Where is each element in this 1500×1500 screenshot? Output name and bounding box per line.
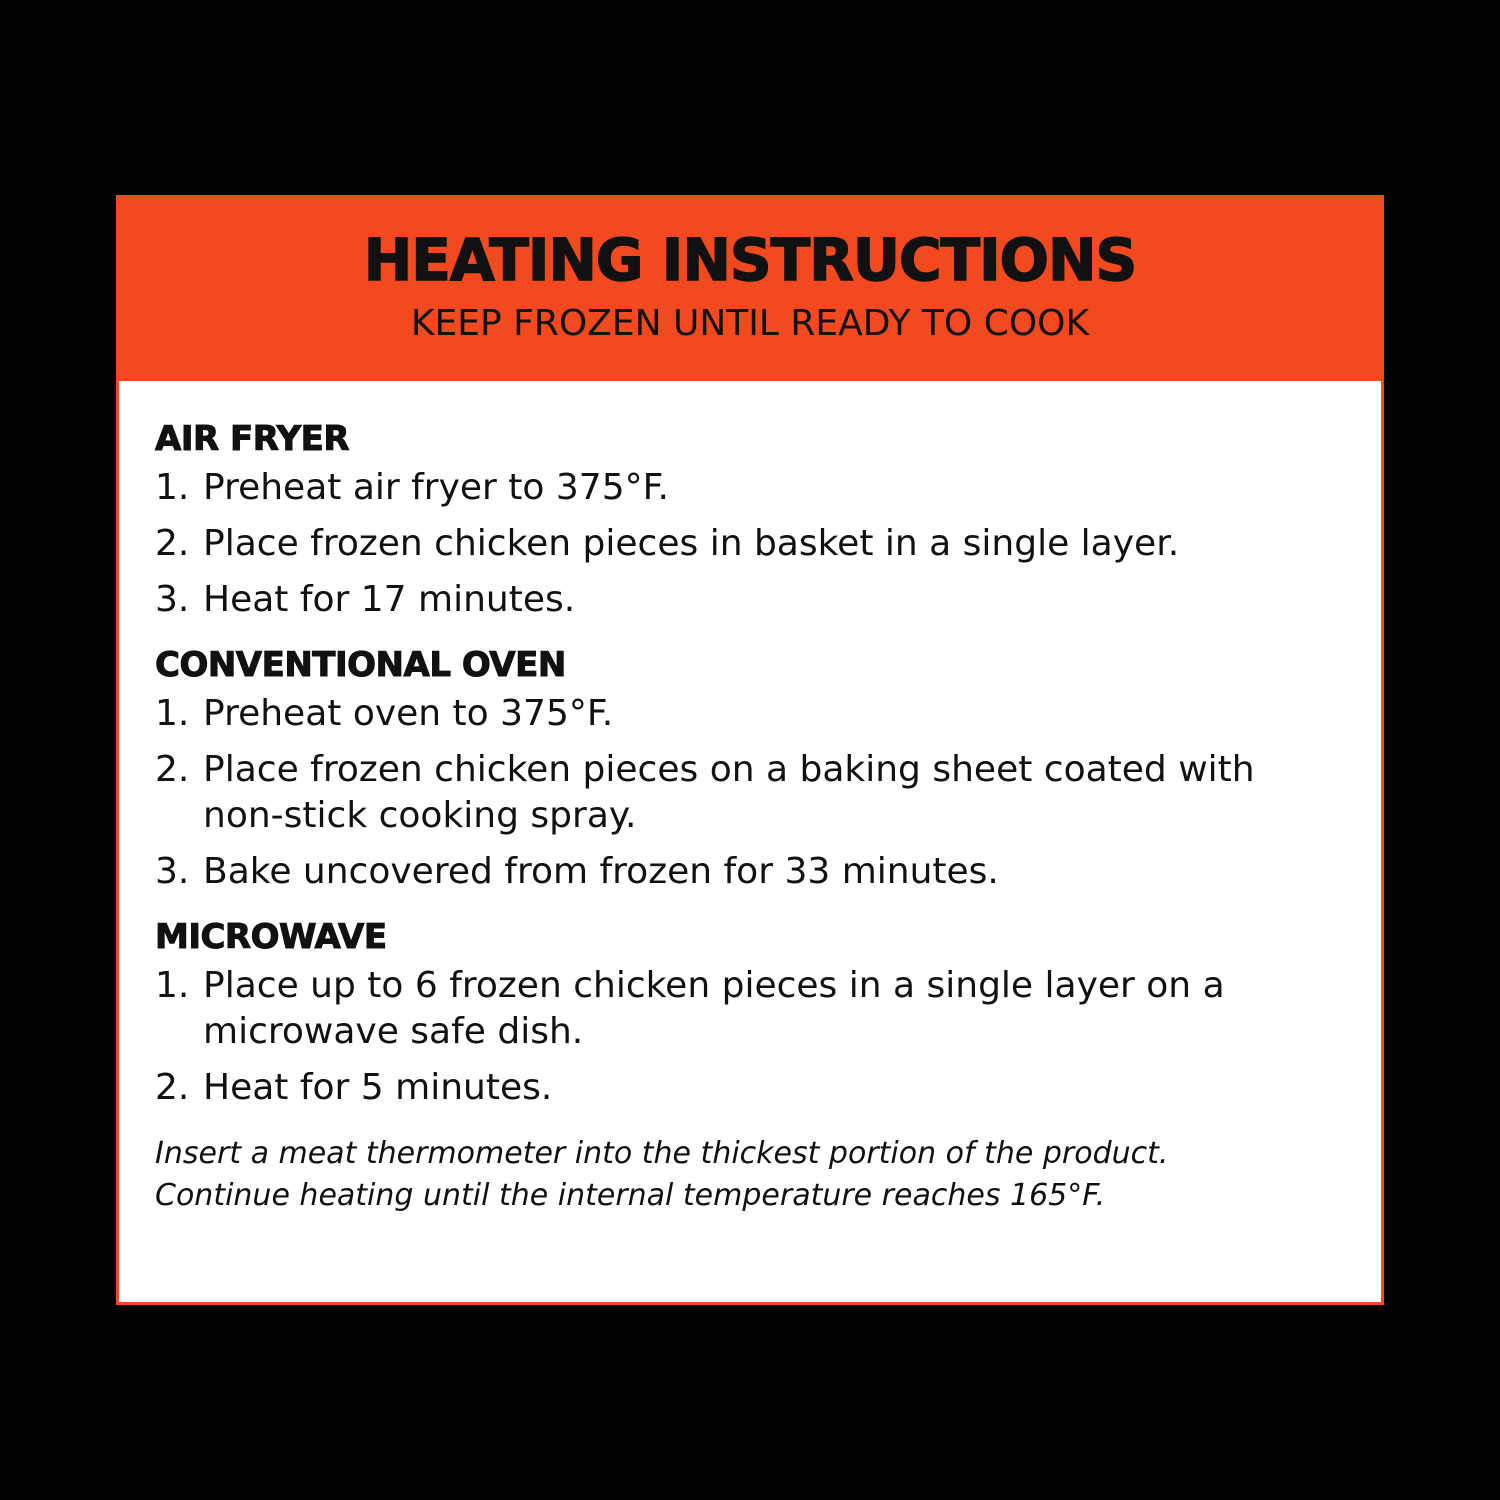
section-air-fryer (155, 419, 1381, 623)
heating-instructions-card (116, 195, 1384, 1305)
instructions-body (119, 381, 1381, 1217)
step-number: 1. (155, 467, 190, 508)
step-text: Place frozen chicken pieces on a baking sheet coated with non-stick cooking spray. (203, 749, 1255, 836)
step-text: Heat for 17 minutes. (203, 579, 576, 620)
step-number: 3. (155, 579, 190, 620)
step-number: 1. (155, 965, 190, 1006)
section-conventional-oven (155, 645, 1381, 895)
page-title: HEATING INSTRUCTIONS (363, 226, 1137, 294)
step (155, 849, 1381, 895)
step-number: 3. (155, 851, 190, 892)
step (155, 1065, 1381, 1111)
step-text: Bake uncovered from frozen for 33 minutes. (203, 851, 999, 892)
thermometer-note (155, 1133, 1381, 1217)
step (155, 521, 1381, 567)
step-text: Preheat oven to 375°F. (203, 693, 614, 734)
step-number: 2. (155, 523, 190, 564)
step-number: 2. (155, 1067, 190, 1108)
header-banner (119, 198, 1381, 381)
section-title: MICROWAVE (155, 917, 387, 957)
step (155, 691, 1381, 737)
section-microwave (155, 917, 1381, 1111)
step (155, 577, 1381, 623)
step-text: Place frozen chicken pieces in basket in a single layer. (203, 523, 1180, 564)
section-title: AIR FRYER (155, 419, 350, 459)
step-text: Preheat air fryer to 375°F. (203, 467, 669, 508)
section-title: CONVENTIONAL OVEN (155, 645, 566, 685)
note-line: Continue heating until the internal temperature reaches 165°F. (155, 1178, 1106, 1213)
step (155, 747, 1381, 839)
note-line: Insert a meat thermometer into the thickest portion of the product. (155, 1136, 1169, 1171)
step (155, 465, 1381, 511)
step (155, 963, 1381, 1055)
step-number: 1. (155, 693, 190, 734)
step-text: Heat for 5 minutes. (203, 1067, 553, 1108)
step-text: Place up to 6 frozen chicken pieces in a single layer on a microwave safe dish. (203, 965, 1225, 1052)
step-number: 2. (155, 749, 190, 790)
page-subtitle: KEEP FROZEN UNTIL READY TO COOK (410, 303, 1090, 344)
